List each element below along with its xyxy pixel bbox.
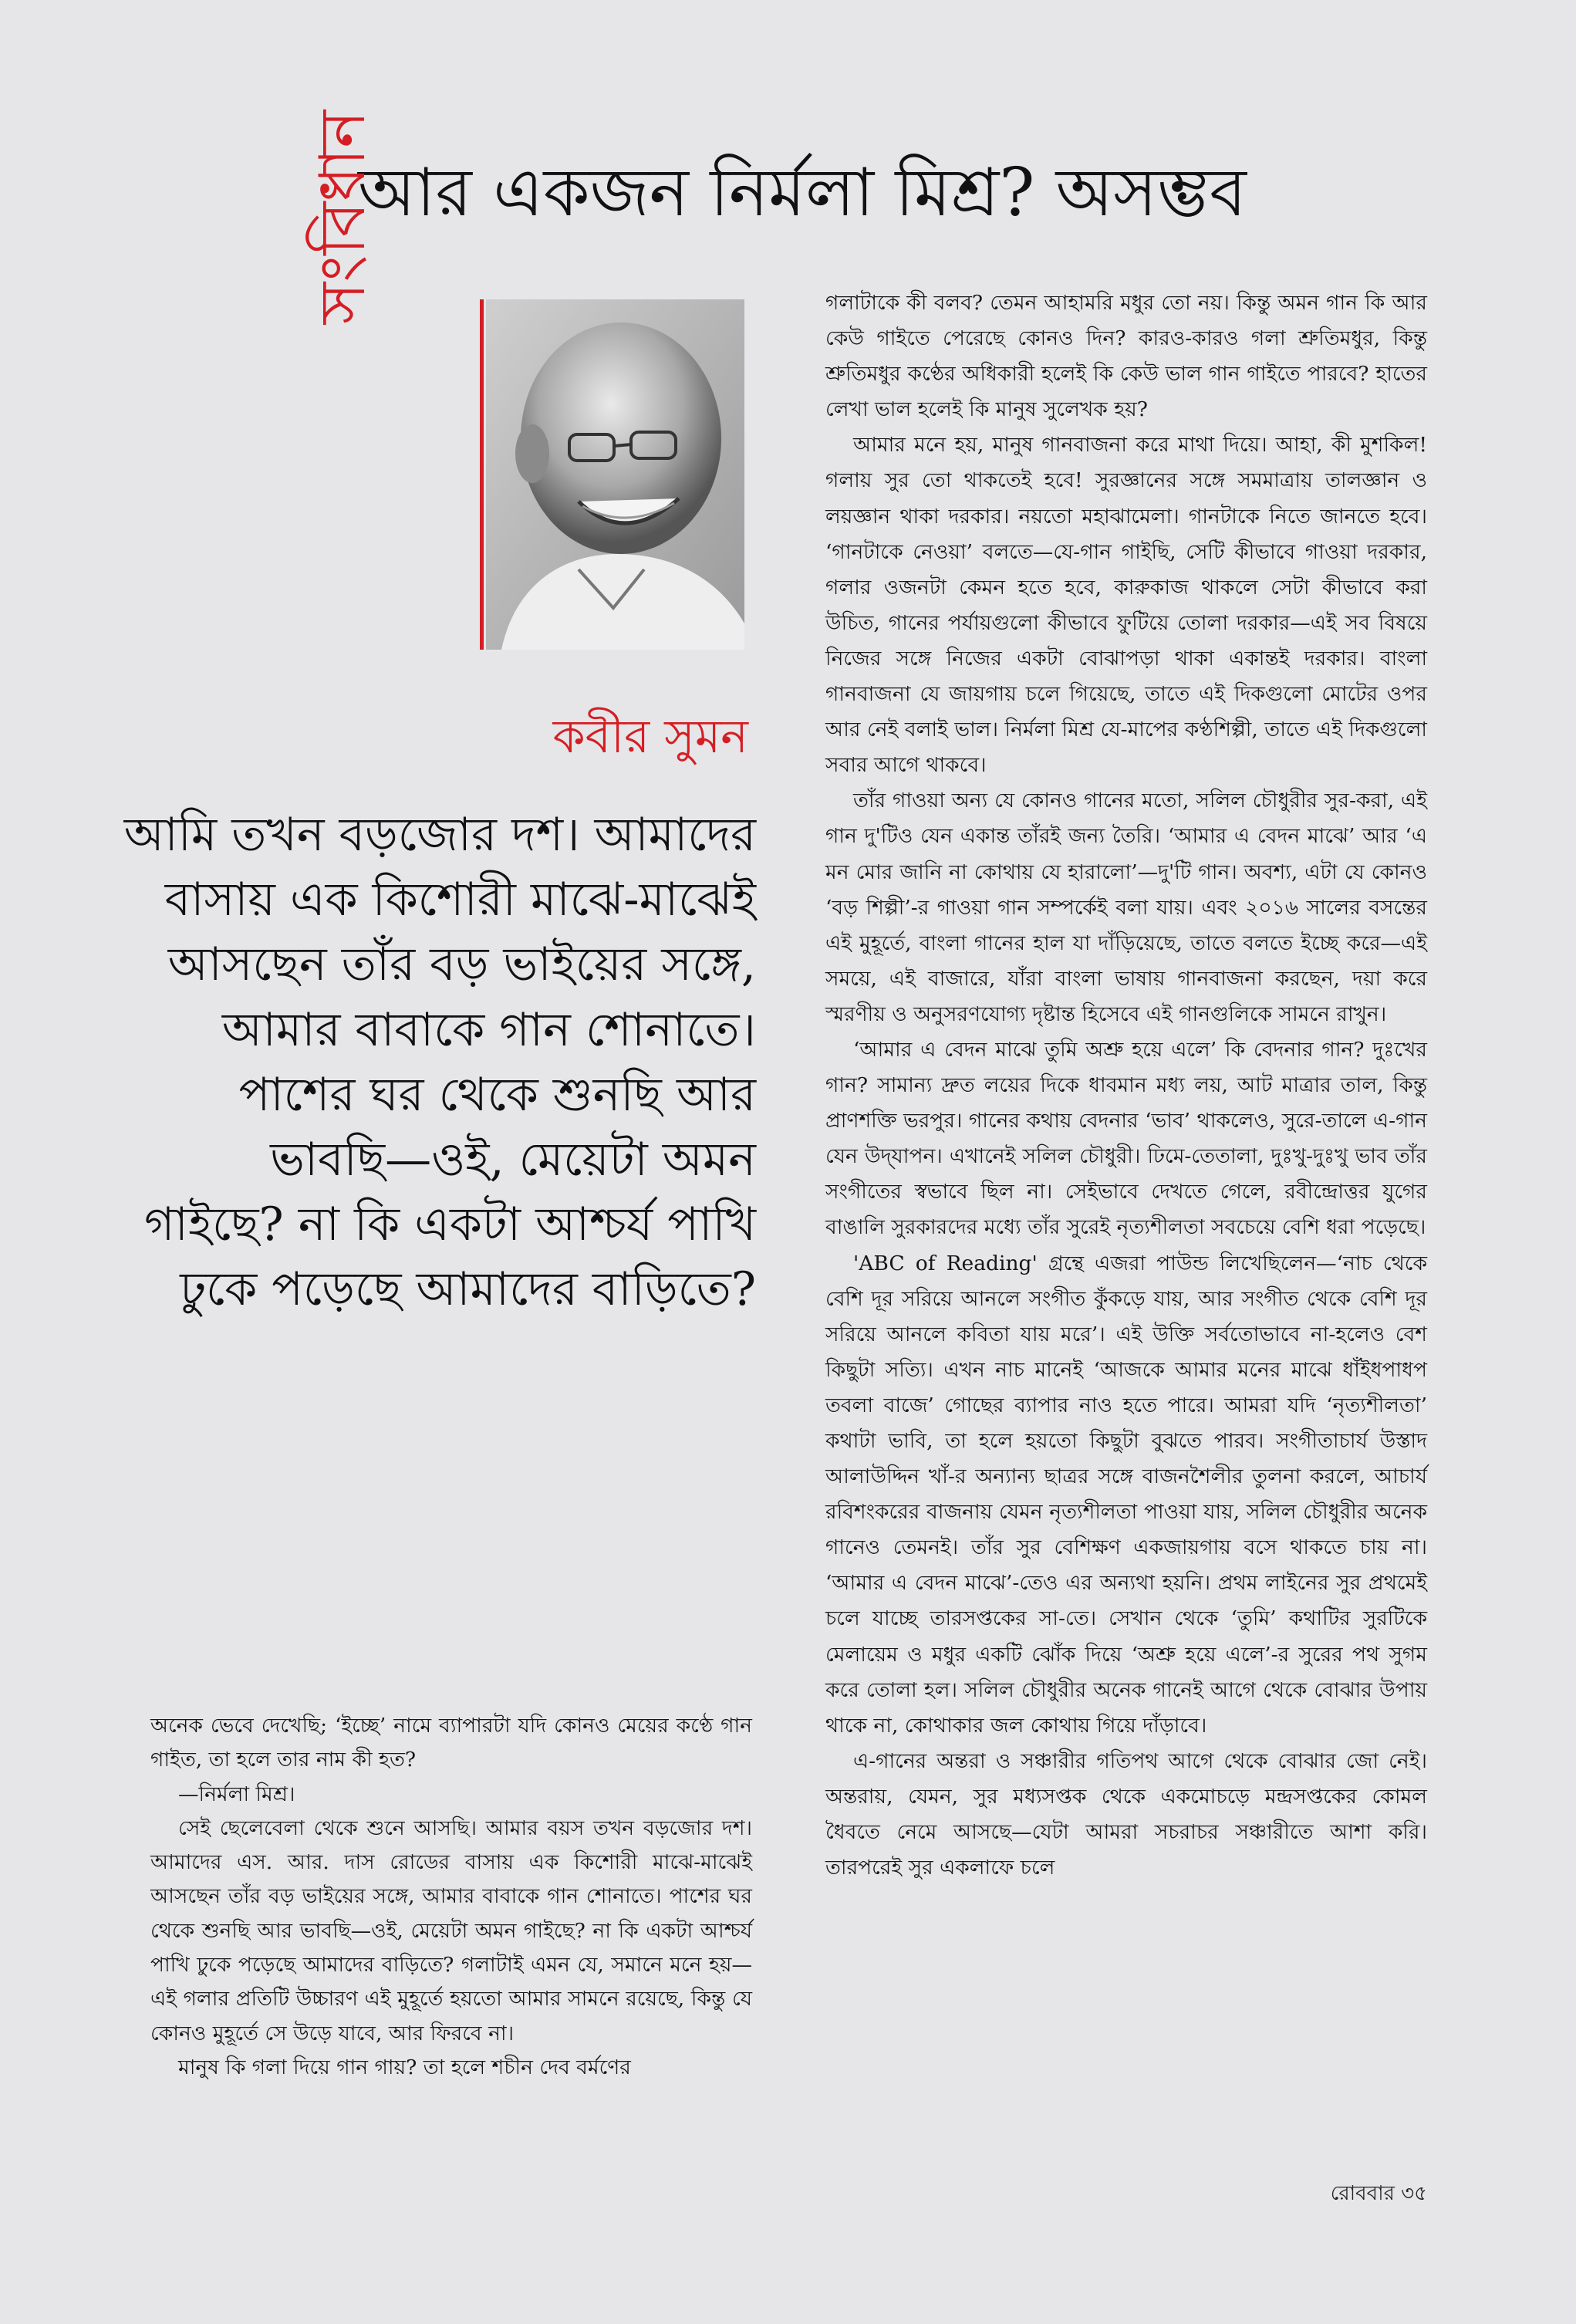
headline: আর একজন নির্মলা মিশ্র? অসম্ভব: [358, 154, 1247, 231]
paragraph: সেই ছেলেবেলা থেকে শুনে আসছি। আমার বয়স তখন বড়জোর দশ। আমাদের এস. আর. দাস রোডের বাসায় এক কিশোরী মাঝে-মাঝেই আসছেন তাঁর বড় ভাইয়ের সঙ্গে, আমার বাবাকে গান শোনাতে। পাশের ঘর থেকে শুনছি আর ভাবছি—ওই, মেয়েটা অমন গাইছে? না কি একটা আশ্চর্য পাখি ঢুকে পড়েছে আমাদের বাড়িতে? গলাটাই এমন যে, সমানে মনে হয়—এই গলার প্রতিটি উচ্চারণ এই মুহূর্তে হয়তো আমার সামনে রয়েছে, কিন্তু যে কোনও মুহূর্তে সে উড়ে যাবে, আর ফিরবে না।: [150, 1816, 752, 2045]
red-rule: [480, 299, 484, 650]
paragraph: এ-গানের অন্তরা ও সঞ্চারীর গতিপথ আগে থেকে বোঝার জো নেই। অন্তরায়, যেমন, সুর মধ্যসপ্তক থেকে একমোচড়ে মন্দ্রসপ্তকের কোমল ধৈবতে নেমে আসছে—যেটা আমরা সচরাচর সঞ্চারীতে আশা করি। তারপরেই সুর একলাফে চলে: [825, 1748, 1427, 1880]
article-body-left: [150, 1709, 752, 2085]
paragraph: গলাটাকে কী বলব? তেমন আহামরি মধুর তো নয়। কিন্তু অমন গান কি আর কেউ গাইতে পেরেছে কোনও দিন? কারও-কারও গলা শ্রুতিমধুর, কিন্তু শ্রুতিমধুর কণ্ঠের অধিকারী হলেই কি কেউ ভাল গান গাইতে পারবে? হাতের লেখা ভাল হলেই কি মানুষ সুলেখক হয়?: [825, 291, 1427, 422]
paragraph: তাঁর গাওয়া অন্য যে কোনও গানের মতো, সলিল চৌধুরীর সুর-করা, এই গান দু'টিও যেন একান্ত তাঁরই জন্য তৈরি। ‘আমার এ বেদন মাঝে’ আর ‘এ মন মোর জানি না কোথায় যে হারালো’—দু'টি গান। অবশ্য, এটা যে কোনও ‘বড় শিল্পী’-র গাওয়া গান সম্পর্কেই বলা যায়। এবং ২০১৬ সালের বসন্তের এই মুহূর্তে, বাংলা গানের হাল যা দাঁড়িয়েছে, তাতে বলতে ইচ্ছে করে—এই সময়ে, এই বাজারে, যাঁরা বাংলা ভাষায় গানবাজনা করছেন, দয়া করে স্মরণীয় ও অনুসরণযোগ্য দৃষ্টান্ত হিসেবে এই গানগুলিকে সামনে রাখুন।: [825, 789, 1427, 1026]
paragraph: —নির্মলা মিশ্র।: [178, 1782, 295, 1806]
author-photo: [486, 299, 744, 650]
paragraph: মানুষ কি গলা দিয়ে গান গায়? তা হলে শচীন দেব বর্মণের: [178, 2055, 631, 2079]
paragraph: ‘আমার এ বেদন মাঝে তুমি অশ্রু হয়ে এলে’ কি বেদনার গান? দুঃখের গান? সামান্য দ্রুত লয়ের দিকে ধাবমান মধ্য লয়, আট মাত্রার তাল, কিন্তু প্রাণশক্তি ভরপুর। গানের কথায় বেদনার ‘ভাব’ থাকলেও, সুরে-তালে এ-গান যেন উদ্‌যাপন। এখানেই সলিল চৌধুরী। ঢিমে-তেতালা, দুঃখু-দুঃখু ভাব তাঁর সংগীতের স্বভাবে ছিল না। সেইভাবে দেখতে গেলে, রবীন্দ্রোত্তর যুগের বাঙালি সুরকারদের মধ্যে তাঁর সুরেই নৃত্যশীলতা সবচেয়ে বেশি ধরা পড়েছে।: [825, 1037, 1427, 1240]
pull-quote: আমি তখন বড়জোর দশ। আমাদের বাসায় এক কিশোরী মাঝে-মাঝেই আসছেন তাঁর বড় ভাইয়ের সঙ্গে, আমার বাবাকে গান শোনাতে। পাশের ঘর থেকে শুনছি আর ভাবছি—ওই, মেয়েটা অমন গাইছে? না কি একটা আশ্চর্য পাখি ঢুকে পড়েছে আমাদের বাড়িতে?: [123, 808, 756, 1317]
paragraph: অনেক ভেবে দেখেছি; ‘ইচ্ছে’ নামে ব্যাপারটা যদি কোনও মেয়ের কণ্ঠে গান গাইত, তা হলে তার নাম কী হত?: [150, 1714, 752, 1772]
paragraph: 'ABC of Reading' গ্রন্থে এজরা পাউন্ড লিখেছিলেন—‘নাচ থেকে বেশি দূর সরিয়ে আনলে সংগীত কুঁকড়ে যায়, আর সংগীত থেকে বেশি দূর সরিয়ে আনলে কবিতা যায় মরে’। এই উক্তি সর্বতোভাবে না-হলেও বেশ কিছুটা সত্যি। এখন নাচ মানেই ‘আজকে আমার মনের মাঝে ধাঁইধপাধপ তবলা বাজে’ গোছের ব্যাপার নাও হতে পারে। আমরা যদি ‘নৃত্যশীলতা’ কথাটা ভাবি, তা হলে হয়তো কিছুটা বুঝতে পারব। সংগীতাচার্য উস্তাদ আলাউদ্দিন খাঁ-র অন্যান্য ছাত্রর সঙ্গে বাজনশৈলীর তুলনা করলে, আচার্য রবিশংকরের বাজনায় যেমন নৃত্যশীলতা পাওয়া যায়, সলিল চৌধুরীর অনেক গানেও তেমনই। তাঁর সুর বেশিক্ষণ একজায়গায় বসে থাকতে চায় না। ‘আমার এ বেদন মাঝে’-তেও এর অন্যথা হয়নি। প্রথম লাইনের সুর প্রথমেই চলে যাচ্ছে তারসপ্তকের সা-তে। সেখান থেকে ‘তুমি’ কথাটির সুরটিকে মেলায়েম ও মধুর একটি ঝোঁক দিয়ে ‘অশ্রু হয়ে এলে’-র সুরের পথ সুগম করে তোলা হল। সলিল চৌধুরীর অনেক গানেই আগে থেকে বোঝার উপায় থাকে না, কোথাকার জল কোথায় গিয়ে দাঁড়াবে।: [825, 1251, 1427, 1738]
author-byline: কবীর সুমন: [552, 710, 748, 764]
article-body-right: [825, 285, 1427, 1886]
page-folio: রোববার ৩৫: [1330, 2182, 1427, 2205]
column-tag: সংবিধান: [306, 110, 380, 324]
author-portrait-image: [486, 299, 744, 650]
paragraph: আমার মনে হয়, মানুষ গানবাজনা করে মাথা দিয়ে। আহা, কী মুশকিল! গলায় সুর তো থাকতেই হবে! সুরজ্ঞানের সঙ্গে সমমাত্রায় তালজ্ঞান ও লয়জ্ঞান থাকা দরকার। নয়তো মহাঝামেলা। গানটাকে নিতে জানতে হবে। ‘গানটাকে নেওয়া’ বলতে—যে-গান গাইছি, সেটি কীভাবে গাওয়া দরকার, গলার ওজনটা কেমন হতে হবে, কারুকাজ থাকলে সেটা কীভাবে করা উচিত, গানের পর্যায়গুলো কীভাবে ফুটিয়ে তোলা দরকার—এই সব বিষয়ে নিজের সঙ্গে নিজের একটা বোঝাপড়া থাকা একান্তই দরকার। বাংলা গানবাজনা যে জায়গায় চলে গিয়েছে, তাতে এই দিকগুলো মোটের ওপর আর নেই বলাই ভাল। নির্মলা মিশ্র যে-মাপের কণ্ঠশিল্পী, তাতে এই দিকগুলো সবার আগে থাকবে।: [825, 433, 1427, 778]
